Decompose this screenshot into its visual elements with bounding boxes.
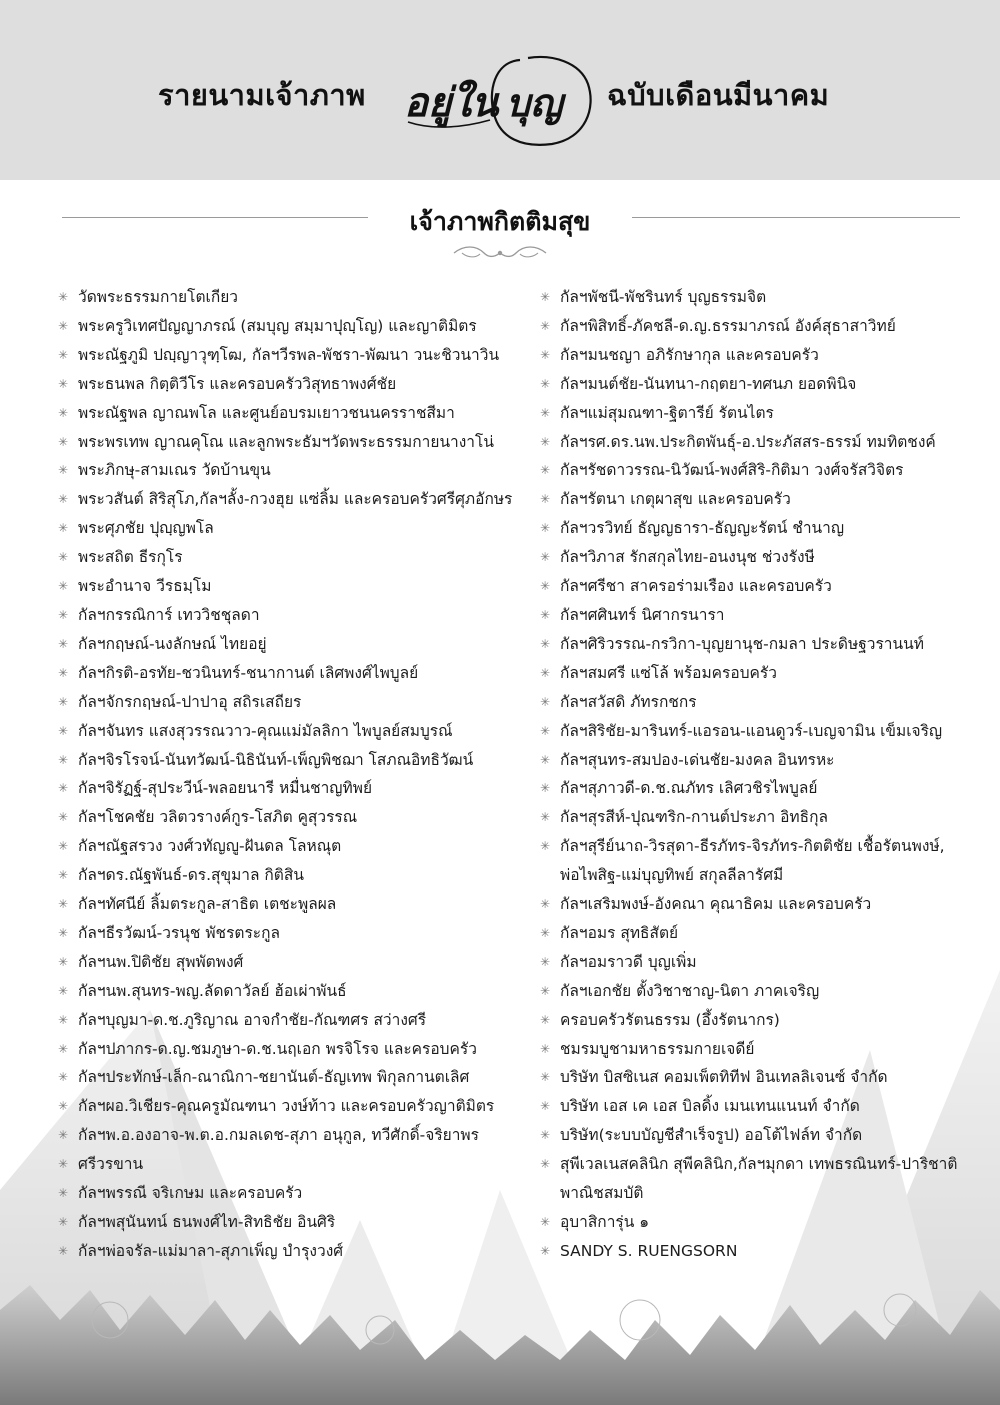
donor-name: กัลฯสวัสดิ ภัทรกชกร [560,692,697,711]
donor-name: พระณัฐภูมิ ปญฺญาวุฑฺโฒ, กัลฯวีรพล-พัชรา-พัฒนา วนะชิวนาวิน [78,345,500,364]
donor-list-item [540,688,980,717]
donor-list-item [540,832,980,861]
magazine-logo [402,52,598,152]
donor-name: กัลฯนพ.สุนทร-พญ.ลัดดาวัลย์ ฮ้อเผ่าพันธ์ [78,981,347,1000]
donor-name: พระอำนาจ วีรธมฺโม [78,577,212,596]
bullet-icon: ✳ [540,1215,551,1229]
donor-list-item [58,1006,528,1035]
donor-name: พระภิกษุ-สามเณร วัดบ้านขุน [78,461,271,480]
bullet-icon: ✳ [540,810,551,825]
bullet-icon: ✳ [58,318,69,333]
donor-list-item [540,746,980,775]
donor-name: กัลฯศรีชา สาครอร่ามเรือง และครอบครัว [560,577,832,596]
donor-name: บริษัท บิสซิเนส คอมเพ็ตทิทีฟ อินเทลลิเจนซ์ จำกัด [560,1068,888,1087]
bullet-icon: ✳ [540,463,551,478]
donor-list-item [58,1063,528,1092]
donor-name: กัลฯพรรณี จริเกษม และครอบครัว [78,1184,303,1203]
donor-list-item [540,1035,980,1064]
donor-list-item [58,948,528,977]
donor-name: กัลฯนพ.ปิติชัย สุพพัตพงศ์ [78,952,244,971]
donor-list-item [58,428,528,457]
donor-name: กัลฯพ.อ.องอาจ-พ.ต.อ.กมลเดช-สุภา อนุกูล, ทวีศักดิ์-จริยาพร [78,1126,479,1145]
donor-name: กัลฯจักรกฤษณ์-ปาปาอุ สถิรเสถียร [78,692,302,711]
donor-name: กัลฯมนต์ชัย-นันทนา-กฤตยา-ทศนภ ยอดพินิจ [560,374,857,393]
donor-name: วัดพระธรรมกายโตเกียว [78,288,238,306]
donor-list-item [58,688,528,717]
donor-list-item [58,774,528,803]
donor-list-item [58,485,528,514]
bullet-icon: ✳ [540,579,551,594]
donor-name: กัลฯณัฐสรวง วงศ์วทัญญู-ฝันดล โลหณุต [78,837,342,856]
bullet-icon: ✳ [58,550,69,565]
bullet-icon: ✳ [540,781,551,796]
donor-name: กัลฯพัชนี-พัชรินทร์ บุญธรรมจิต [560,288,767,306]
donor-list-item [540,861,980,890]
donor-list-item [58,370,528,399]
donor-name: กัลฯกิรติ-อรทัย-ชวนินทร์-ชนากานต์ เลิศพงศ์ไพบูลย์ [78,663,419,682]
donor-name: อุบาสิการุ่น ๑ [560,1213,650,1231]
donor-name: พระครูวิเทศปัญญาภรณ์ (สมบุญ สมฺมาปุญฺโญ) และญาติมิตร [78,316,477,335]
donor-name: พระณัฐพล ญาณพโล และศูนย์อบรมเยาวชนนครราชสีมา [78,403,455,422]
bullet-icon: ✳ [58,1012,69,1027]
donor-list-item [58,919,528,948]
donor-list-item [58,399,528,428]
logo-word-2: บุญ [506,80,563,125]
donor-name: พระวสันต์ สิริสุโภ,กัลฯลั้ง-กวงฮุย แซ่ลิ้ม และครอบครัวศรีศุภอักษร [78,490,513,509]
bullet-icon: ✳ [540,983,551,998]
bullet-icon: ✳ [540,1243,551,1258]
bullet-icon: ✳ [58,290,69,304]
donor-list-item [58,514,528,543]
bullet-icon: ✳ [58,781,69,796]
donor-list-item [540,1063,980,1092]
donor-name: กัลฯสุรสีห์-ปุณฑริก-กานต์ประภา อิทธิกุล [560,808,828,827]
ornament-flourish-icon [450,244,550,262]
donor-name: กัลฯจิรโรจน์-นันทวัฒน์-นิธินันท์-เพ็ญพิชฌา โสภณอิทธิวัฒน์ [78,750,474,769]
bullet-icon: ✳ [58,1041,69,1056]
donor-name: กัลฯอมราวดี บุญเพิ่ม [560,952,697,971]
donor-list-item [58,803,528,832]
donor-list-item [58,1237,528,1266]
bullet-icon: ✳ [58,1099,69,1114]
bullet-icon: ✳ [540,434,551,449]
donor-name: พระศุภชัย ปุญฺญพโล [78,519,214,538]
donor-name: กัลฯรัชดาวรรณ-นิวัฒน์-พงศ์สิริ-กิติมา วงศ์จรัสวิจิตร [560,461,904,480]
bullet-icon: ✳ [540,347,551,362]
donor-list-item [540,543,980,572]
donor-name: กัลฯมนชญา อภิรักษากุล และครอบครัว [560,345,819,364]
donor-list-item [58,890,528,919]
donor-name: กัลฯศิริวรรณ-กรวิกา-บุญยานุช-กมลา ประดิษฐวรานนท์ [560,634,924,653]
bullet-icon: ✳ [58,434,69,449]
bullet-icon: ✳ [540,492,551,507]
bullet-icon: ✳ [540,723,551,738]
bullet-icon: ✳ [540,665,551,680]
donor-name: บริษัท เอส เค เอส บิลดิ้ง เมนเทนแนนท์ จำกัด [560,1097,860,1116]
donor-name: กัลฯกรรณิการ์ เทววิชชุลดา [78,605,260,624]
donor-name: ชมรมบูชามหาธรรมกายเจดีย์ [560,1039,755,1058]
donor-name: กัลฯดร.ณัฐพันธ์-ดร.สุขุมาล กิติสิน [78,866,304,885]
donor-list-item [58,659,528,688]
bullet-icon: ✳ [540,521,551,536]
bullet-icon: ✳ [540,550,551,565]
donor-name: กัลฯประทักษ์-เล็ก-ณาณิกา-ชยานันต์-ธัญเทพ พิกุลกานตเลิศ [78,1068,470,1087]
bullet-icon: ✳ [540,694,551,709]
donor-name: กัลฯกฤษณ์-นงลักษณ์ ไทยอยู่ [78,634,267,653]
donor-list-item [540,1150,980,1208]
donor-name: กัลฯอมร สุทธิสัตย์ [560,923,679,942]
bullet-icon: ✳ [540,1070,551,1085]
donor-list-item [58,1150,528,1179]
donor-name: กัลฯเอกชัย ตั้งวิชาชาญ-นิตา ภาคเจริญ [560,981,820,1000]
donor-name: กัลฯจิรัฏฐ์-สุประวีน์-พลอยนารี หมื่นชาญทิพย์ [78,779,373,798]
donor-list-item [540,1092,980,1121]
donor-name: กัลฯพิสิทธิ์-ภัคชลี-ด.ญ.ธรรมาภรณ์ อังค์สุธาสาวิทย์ [560,316,896,335]
donor-list-item [540,1006,980,1035]
donor-list-item [540,428,980,457]
bullet-icon: ✳ [540,405,551,420]
bullet-icon: ✳ [58,405,69,420]
bullet-icon: ✳ [58,347,69,362]
donor-name: ครอบครัวรัตนธรรม (อึ้งรัตนากร) [560,1010,780,1029]
donor-name: กัลฯโชคชัย วลิตวรางค์กูร-โสภิต คูสุวรรณ [78,808,358,827]
bullet-icon: ✳ [540,607,551,622]
donor-list-item [58,456,528,485]
bullet-icon: ✳ [58,607,69,622]
donor-name: กัลฯปภากร-ด.ญ.ชมภูษา-ด.ช.นฤเอก พรจิโรจ และครอบครัว [78,1039,477,1058]
bullet-icon: ✳ [540,954,551,969]
bullet-icon: ✳ [58,1070,69,1085]
donor-list-item [58,341,528,370]
logo-word-1: อยู่ใน [404,79,499,126]
donor-list-right [540,283,980,1266]
donor-list-item [540,774,980,803]
donor-name: พระธนพล กิตฺติวีโร และครอบครัววิสุทธาพงศ์ชัย [78,374,397,393]
donor-list-item [540,514,980,543]
donor-name: กัลฯพ่อจรัล-แม่มาลา-สุภาเพ็ญ บำรุงวงศ์ [78,1241,344,1260]
donor-name: บริษัท(ระบบบัญชีสำเร็จรูป) ออโต้ไฟล์ท จำกัด [560,1126,863,1145]
bullet-icon: ✳ [58,1157,69,1172]
bullet-icon: ✳ [540,318,551,333]
donor-name: สุพีเวลเนสคลินิก สุพีคลินิก,กัลฯมุกดา เทพธรณินทร์-ปาริชาติ พาณิชสมบัติ [560,1155,958,1203]
bullet-icon: ✳ [58,665,69,680]
donor-list-item [58,1208,528,1237]
donor-list-item [58,572,528,601]
bullet-icon: ✳ [540,925,551,940]
bullet-icon: ✳ [58,810,69,825]
donor-list-item [540,717,980,746]
donor-name: กัลฯสุรีย์นาถ-วิรสุดา-ธีรภัทร-จิรภัทร-กิตติชัย เชื้อรัตนพงษ์, [560,837,945,856]
donor-list-item [540,659,980,688]
donor-list-item [58,977,528,1006]
donor-list-item [540,485,980,514]
donor-name: กัลฯแม่สุมณฑา-ฐิตารีย์ รัตนไตร [560,403,774,422]
donor-list-item [540,341,980,370]
bullet-icon: ✳ [540,636,551,651]
donor-name: กัลฯพสุนันทน์ ธนพงศ์ไท-สิทธิชัย อินศิริ [78,1213,336,1231]
bullet-icon: ✳ [58,983,69,998]
bullet-icon: ✳ [58,579,69,594]
donor-list-item [58,601,528,630]
bullet-icon: ✳ [540,752,551,767]
bullet-icon: ✳ [58,1215,69,1229]
bullet-icon: ✳ [540,1041,551,1056]
bullet-icon: ✳ [540,1099,551,1114]
bullet-icon: ✳ [58,492,69,507]
bullet-icon: ✳ [540,290,551,304]
donor-name: กัลฯสิริชัย-มารินทร์-แอรอน-แอนดูวร์-เบญจามิน เข็มเจริญ [560,721,943,740]
donor-name: กัลฯวรวิทย์ ธัญญธารา-ธัญญะรัตน์ ชำนาญ [560,519,845,538]
donor-list-item [58,543,528,572]
donor-list-item [540,1121,980,1150]
section-header [0,198,1000,268]
donor-list-item [540,1237,980,1266]
donor-name: กัลฯบุญมา-ด.ช.ภูริญาณ อาจกำชัย-กัณฑศร สว่างศรี [78,1010,427,1029]
bullet-icon: ✳ [540,839,551,854]
donor-list-item [58,717,528,746]
donor-list-item [58,630,528,659]
donor-name: พระสถิต ธีรกุโร [78,548,183,567]
bullet-icon: ✳ [58,723,69,738]
donor-name: กัลฯจันทร แสงสุวรรณวาว-คุณแม่มัลลิกา ไพบูลย์สมบูรณ์ [78,721,453,740]
bullet-icon: ✳ [58,1128,69,1143]
donor-list-item [58,1092,528,1121]
donor-name: กัลฯธีรวัฒน์-วรนุช พัชรตระกูล [78,923,280,942]
donor-name: พระพรเทพ ญาณคุโณ และลูกพระธัมฯวัดพระธรรมกายนางาโน่ [78,432,494,451]
donor-name: กัลฯสมศรี แซ่โล้ พร้อมครอบครัว [560,663,777,682]
donor-name: กัลฯสุนทร-สมปอง-เด่นชัย-มงคล อินทรหะ [560,750,835,769]
bullet-icon: ✳ [58,636,69,651]
donor-name: กัลฯวิภาส รักสกุลไทย-อนงนุช ช่วงรังษี [560,548,815,567]
donor-list-item [540,803,980,832]
donor-list-item [540,890,980,919]
bullet-icon: ✳ [58,954,69,969]
bullet-icon: ✳ [540,376,551,391]
donor-list-item [540,283,980,312]
donor-name: กัลฯผอ.วิเชียร-คุณครูมัณฑนา วงษ์ท้าว และครอบครัวญาติมิตร [78,1097,495,1116]
donor-list-item [540,601,980,630]
donor-list-item [58,861,528,890]
donor-name: พ่อไพสิฐ-แม่บุญทิพย์ สกุลลีลารัศมี [560,866,784,885]
bullet-icon: ✳ [58,752,69,767]
bullet-icon: ✳ [58,925,69,940]
header-title-right: ฉบับเดือนมีนาคม [607,78,830,112]
bullet-icon: ✳ [540,1012,551,1027]
donor-name: กัลฯสุภาวดี-ด.ช.ณภัทร เลิศวชิรไพบูลย์ [560,779,818,798]
donor-list-item [540,399,980,428]
donor-list-item [540,312,980,341]
donor-name: กัลฯทัศนีย์ ลิ้มตระกูล-สาธิต เตชะพูลผล [78,895,337,914]
donor-list-left [58,283,528,1266]
bullet-icon: ✳ [58,1243,69,1258]
bullet-icon: ✳ [58,463,69,478]
donor-name: SANDY S. RUENGSORN [560,1241,738,1260]
donor-list-item [540,1208,980,1237]
divider-right [632,217,960,218]
donor-list-item [540,630,980,659]
donor-list-item [540,977,980,1006]
donor-list-item [58,746,528,775]
bullet-icon: ✳ [540,897,551,912]
bullet-icon: ✳ [58,376,69,391]
donor-list-item [540,948,980,977]
bullet-icon: ✳ [540,1128,551,1143]
donor-list-item [58,1121,528,1150]
donor-list-item [58,283,528,312]
donor-list-item [58,832,528,861]
page-header [0,0,1000,180]
donor-list-item [540,370,980,399]
donor-list-item [58,1179,528,1208]
donor-name: กัลฯศศินทร์ นิศากรนารา [560,605,725,624]
section-title: เจ้าภาพกิตติมสุข [409,207,591,236]
donor-list-item [540,572,980,601]
donor-list-item [58,1035,528,1064]
header-title-left: รายนามเจ้าภาพ [158,78,366,112]
bullet-icon: ✳ [58,868,69,883]
donor-list-item [540,456,980,485]
donor-name: กัลฯรศ.ดร.นพ.ประกิตพันธุ์-อ.ประภัสสร-ธรรม์ ทมทิตชงค์ [560,432,936,451]
bullet-icon: ✳ [58,839,69,854]
donor-name: กัลฯเสริมพงษ์-อังคณา คุณาธิคม และครอบครัว [560,895,872,914]
donor-name: กัลฯรัตนา เกตุผาสุข และครอบครัว [560,490,791,509]
bullet-icon: ✳ [58,1186,69,1201]
donor-list-item [540,919,980,948]
bullet-icon: ✳ [58,897,69,912]
bullet-icon: ✳ [540,1157,551,1172]
donor-name: ศรีวรขาน [78,1155,144,1174]
bullet-icon: ✳ [58,521,69,536]
bullet-icon: ✳ [58,694,69,709]
donor-list-item [58,312,528,341]
